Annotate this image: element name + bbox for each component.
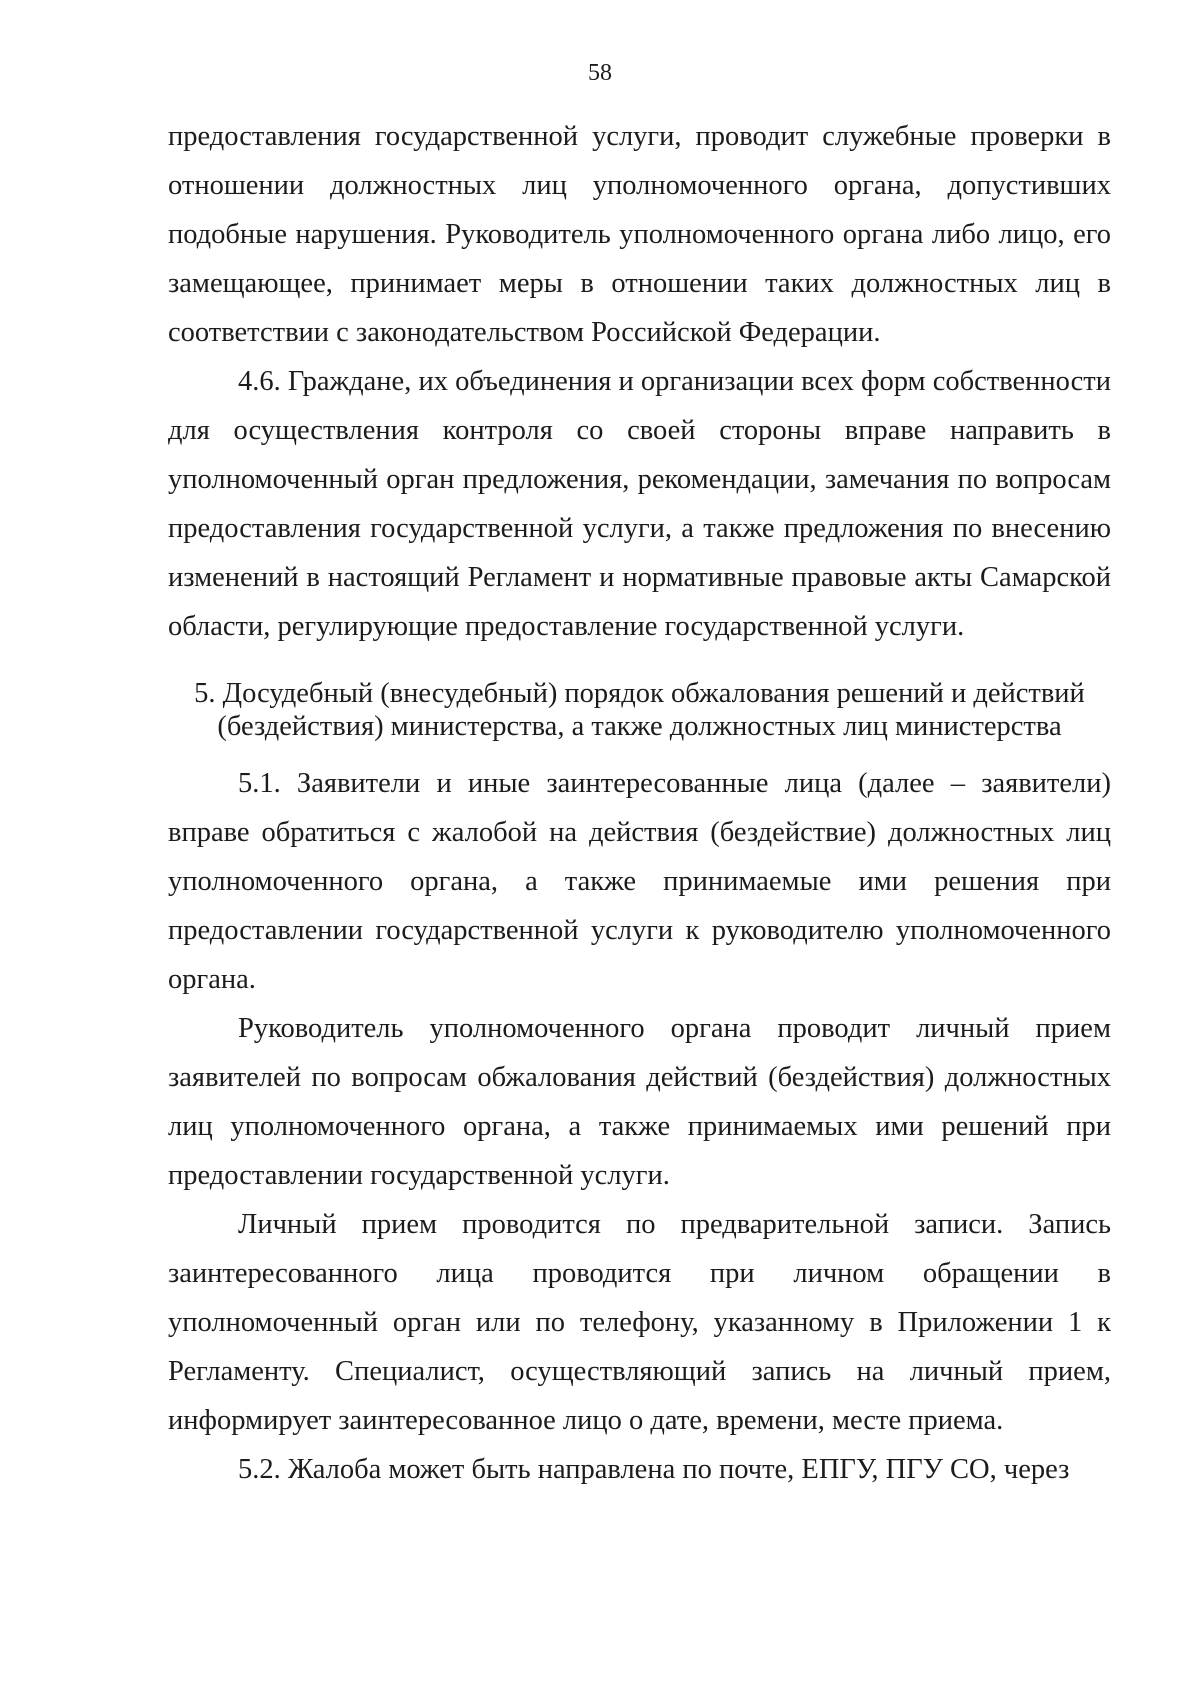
paragraph-5-1: 5.1. Заявители и иные заинтересованные лица (далее – заявители) вправе обратиться с жалобой на действия (бездействие) должностных лиц уполномоченного органа, а также принимаемые ими решения при предоставлении государственной услуги к руководителю уполномоченного органа. — [168, 768, 1111, 995]
paragraph-continuation: предоставления государственной услуги, проводит служебные проверки в отношении должностных лиц уполномоченного органа, допустивших подобные нарушения. Руководитель уполномоченного органа либо лицо, его замещающее, принимает меры в отношении таких должностных лиц в соответствии с законодательством Российской Федерации. — [168, 121, 1111, 348]
section-5-heading — [168, 677, 1111, 743]
section-5-heading-line-1: 5. Досудебный (внесудебный) порядок обжалования решений и действий — [194, 678, 1085, 709]
page-number: 58 — [588, 60, 612, 86]
section-5-heading-line-2: (бездействия) министерства, а также должностных лиц министерства — [217, 711, 1062, 742]
page-body — [168, 112, 1111, 1494]
paragraph-appointment: Личный прием проводится по предварительной записи. Запись заинтересованного лица проводится при личном обращении в уполномоченный орган или по телефону, указанному в Приложении 1 к Регламенту. Специалист, осуществляющий запись на личный прием, информирует заинтересованное лицо о дате, времени, месте приема. — [168, 1209, 1111, 1436]
paragraph-5-2: 5.2. Жалоба может быть направлена по почте, ЕПГУ, ПГУ СО, через — [238, 1454, 1070, 1485]
paragraph-4-6: 4.6. Граждане, их объединения и организации всех форм собственности для осуществления контроля со своей стороны вправе направить в уполномоченный орган предложения, рекомендации, замечания по вопросам предоставления государственной услуги, а также предложения по внесению изменений в настоящий Регламент и нормативные правовые акты Самарской области, регулирующие предоставление государственной услуги. — [168, 366, 1111, 642]
paragraph-personal-reception: Руководитель уполномоченного органа проводит личный прием заявителей по вопросам обжалования действий (бездействия) должностных лиц уполномоченного органа, а также принимаемых ими решений при предоставлении государственной услуги. — [168, 1013, 1111, 1191]
